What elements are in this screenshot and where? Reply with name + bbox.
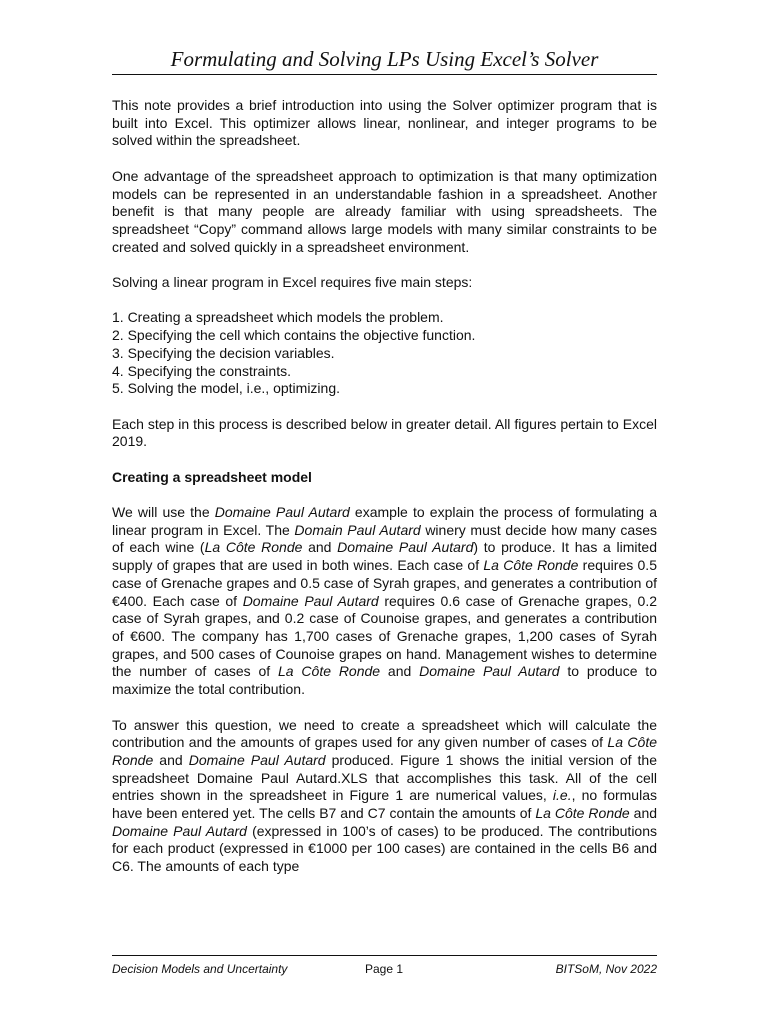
- text-run: requires 0.6 case of Grenache grapes, 0.2 case of Syrah grapes, and 0.2 case of Counoise grapes, and generates a contribution of €600. The company has 1,700 cases of Grenache grapes, 1,200 cases of Syrah grapes, and 500 cases of Counoise grapes on hand. Management wishes to determine the number of cases of: [112, 592, 657, 680]
- italic-run: La Côte Ronde: [278, 663, 381, 680]
- list-item: 4. Specifying the constraints.: [112, 362, 291, 379]
- italic-run: Domaine Paul Autard: [242, 592, 379, 609]
- document-body: [112, 97, 657, 876]
- after-steps-paragraph: Each step in this process is described below in greater detail. All figures pertain to Excel 2019.: [112, 415, 657, 450]
- italic-run: La Côte Ronde: [535, 805, 630, 822]
- list-item: 2. Specifying the cell which contains the objective function.: [112, 327, 476, 344]
- list-item: 3. Specifying the decision variables.: [112, 344, 335, 361]
- text-run: ) to produce. It has a limited supply of grapes that are used in both wines. Each case of: [112, 539, 657, 574]
- italic-run: Domaine Paul Autard: [419, 663, 560, 680]
- italic-run: i.e.: [552, 787, 572, 804]
- list-item: 5. Solving the model, i.e., optimizing.: [112, 380, 341, 397]
- list-item: 1. Creating a spreadsheet which models the problem.: [112, 309, 444, 326]
- text-run: and: [153, 751, 189, 768]
- text-run: To answer this question, we need to create a spreadsheet which will calculate the contribution and the amounts of grapes used for any given number of cases of: [112, 716, 657, 751]
- text-run: to produce to maximize the total contribution.: [112, 663, 657, 698]
- footer-page-number: Page 1: [365, 962, 404, 976]
- text-run: , no formulas have been entered yet. The cells B7 and C7 contain the amounts of: [112, 787, 657, 822]
- italic-run: Domaine Paul Autard: [337, 539, 474, 556]
- italic-run: Domain Paul Autard: [294, 521, 421, 538]
- footer-institution-date: BITSoM, Nov 2022: [555, 962, 657, 976]
- italic-run: Domaine Paul Autard: [214, 504, 350, 521]
- italic-run: La Côte Ronde: [483, 557, 579, 574]
- intro-paragraph-1: This note provides a brief introduction into using the Solver optimizer program that is built into Excel. This optimizer allows linear, nonlinear, and integer programs to be solved within the spreadsheet.: [112, 97, 657, 149]
- text-run: winery must decide how many cases of each wine (: [112, 521, 658, 556]
- text-run: and: [302, 539, 338, 556]
- italic-run: Domaine Paul Autard: [112, 822, 247, 839]
- intro-paragraph-3: Solving a linear program in Excel requires five main steps:: [112, 274, 473, 290]
- text-run: produced. Figure 1 shows the initial version of the spreadsheet Domaine Paul Autard.XLS that accomplishes this task. All of the cell entries shown in the spreadsheet in Figure 1 are numerical values,: [112, 751, 658, 804]
- page-header-title: Formulating and Solving LPs Using Excel’s Solver: [112, 46, 657, 75]
- page-footer: [112, 955, 657, 976]
- italic-run: Domaine Paul Autard: [188, 751, 326, 768]
- footer-course-name: Decision Models and Uncertainty: [112, 962, 288, 976]
- text-run: (expressed in 100’s of cases) to be produced. The contributions for each product (expressed in €1000 per 100 cases) are contained in the cells B6 and C6. The amounts of each type: [112, 822, 657, 875]
- italic-run: La Côte Ronde: [204, 539, 303, 556]
- section-heading: Creating a spreadsheet model: [112, 468, 312, 485]
- text-run: and: [380, 663, 420, 680]
- text-run: We will use the: [112, 504, 215, 521]
- text-run: requires 0.5 case of Grenache grapes and 0.5 case of Syrah grapes, and generates a contribution of €400. Each case of: [112, 557, 657, 609]
- body-paragraph-1: [112, 504, 657, 699]
- body-paragraph-2: [112, 717, 657, 876]
- text-run: and: [629, 805, 658, 822]
- intro-paragraph-2: One advantage of the spreadsheet approach to optimization is that many optimization models can be represented in an understandable fashion in a spreadsheet. Another benefit is that many people are already familiar with using spreadsheets. The spreadsheet “Copy” command allows large models with many similar constraints to be created and solved quickly in a spreadsheet environment.: [112, 167, 657, 255]
- italic-run: La Côte Ronde: [112, 734, 657, 768]
- steps-list: [112, 309, 657, 398]
- text-run: example to explain the process of formulating a linear program in Excel. The: [112, 504, 657, 538]
